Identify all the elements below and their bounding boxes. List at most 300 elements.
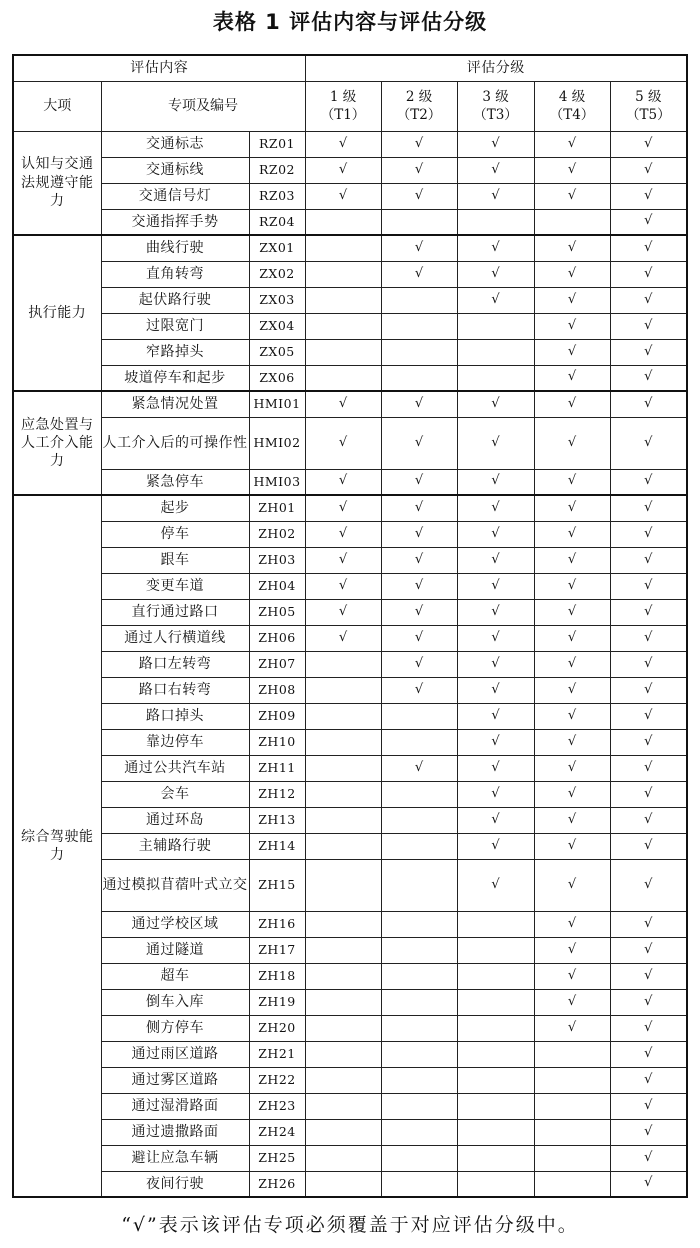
table-row xyxy=(13,495,687,521)
check-mark-icon: √ xyxy=(644,876,653,892)
level-1-check-cell xyxy=(305,651,381,677)
level-header-4 xyxy=(534,81,610,131)
level-5-check-cell xyxy=(610,625,687,651)
code-cell: ZH26 xyxy=(249,1171,305,1197)
level-3-check-cell xyxy=(457,547,534,573)
level-5-check-cell xyxy=(610,157,687,183)
check-mark-icon: √ xyxy=(567,941,577,957)
category-header: 大项 xyxy=(13,81,101,131)
level-4-check-cell xyxy=(534,209,610,235)
level-code: （T3） xyxy=(473,107,518,123)
item-cell: 交通指挥手势 xyxy=(101,209,249,235)
table-row xyxy=(13,859,687,911)
level-4-check-cell xyxy=(534,339,610,365)
level-5-check-cell xyxy=(610,729,687,755)
level-1-check-cell xyxy=(305,859,381,911)
table-body xyxy=(13,55,687,1197)
level-1-check-cell xyxy=(305,131,381,157)
level-1-check-cell xyxy=(305,755,381,781)
check-mark-icon: √ xyxy=(414,603,424,619)
level-3-check-cell xyxy=(457,937,534,963)
level-4-check-cell xyxy=(534,365,610,391)
level-4-check-cell xyxy=(534,963,610,989)
level-4-check-cell xyxy=(534,573,610,599)
item-cell: 过限宽门 xyxy=(101,313,249,339)
level-3-check-cell xyxy=(457,209,534,235)
item-cell: 夜间行驶 xyxy=(101,1171,249,1197)
check-mark-icon: √ xyxy=(491,161,500,177)
check-mark-icon: √ xyxy=(644,1149,653,1165)
level-3-check-cell xyxy=(457,807,534,833)
check-mark-icon: √ xyxy=(338,603,348,619)
level-4-check-cell xyxy=(534,677,610,703)
table-row xyxy=(13,521,687,547)
check-mark-icon: √ xyxy=(567,785,577,801)
table-row xyxy=(13,209,687,235)
level-1-check-cell xyxy=(305,469,381,495)
level-1-check-cell xyxy=(305,417,381,469)
level-1-check-cell xyxy=(305,391,381,417)
check-mark-icon: √ xyxy=(567,733,577,749)
item-cell: 紧急停车 xyxy=(101,469,249,495)
table-row xyxy=(13,469,687,495)
level-2-check-cell xyxy=(381,417,457,469)
check-mark-icon: √ xyxy=(567,655,577,671)
check-mark-icon: √ xyxy=(644,239,653,255)
table-row xyxy=(13,1041,687,1067)
check-mark-icon: √ xyxy=(491,681,500,697)
level-1-check-cell xyxy=(305,833,381,859)
check-mark-icon: √ xyxy=(567,434,577,450)
check-mark-icon: √ xyxy=(338,395,348,411)
level-3-check-cell xyxy=(457,157,534,183)
table-row xyxy=(13,183,687,209)
check-mark-icon: √ xyxy=(644,811,653,827)
code-cell: ZX03 xyxy=(249,287,305,313)
level-1-check-cell xyxy=(305,313,381,339)
level-1-check-cell xyxy=(305,365,381,391)
code-cell: ZH13 xyxy=(249,807,305,833)
check-mark-icon: √ xyxy=(491,187,500,203)
check-mark-icon: √ xyxy=(567,291,577,307)
check-mark-icon: √ xyxy=(338,525,348,541)
item-cell: 倒车入库 xyxy=(101,989,249,1015)
check-mark-icon: √ xyxy=(644,1071,653,1087)
check-mark-icon: √ xyxy=(567,135,577,151)
level-5-check-cell xyxy=(610,573,687,599)
check-mark-icon: √ xyxy=(567,525,577,541)
check-mark-icon: √ xyxy=(644,187,653,203)
level-2-check-cell xyxy=(381,1145,457,1171)
item-cell: 人工介入后的可操作性 xyxy=(101,417,249,469)
check-mark-icon: √ xyxy=(491,395,500,411)
level-4-check-cell xyxy=(534,937,610,963)
check-mark-icon: √ xyxy=(644,603,653,619)
level-1-check-cell xyxy=(305,625,381,651)
table-row xyxy=(13,1119,687,1145)
check-mark-icon: √ xyxy=(644,369,653,385)
code-cell: ZH06 xyxy=(249,625,305,651)
check-mark-icon: √ xyxy=(491,707,500,723)
check-mark-icon: √ xyxy=(338,577,348,593)
item-cell: 通过湿滑路面 xyxy=(101,1093,249,1119)
level-4-check-cell xyxy=(534,469,610,495)
level-5-check-cell xyxy=(610,131,687,157)
check-mark-icon: √ xyxy=(644,1045,653,1061)
level-2-check-cell xyxy=(381,911,457,937)
level-3-check-cell xyxy=(457,339,534,365)
level-header-5 xyxy=(610,81,687,131)
level-4-check-cell xyxy=(534,755,610,781)
table-row xyxy=(13,391,687,417)
check-mark-icon: √ xyxy=(644,473,653,489)
check-mark-icon: √ xyxy=(644,759,653,775)
level-2-check-cell xyxy=(381,937,457,963)
item-cell: 通过模拟苜蓿叶式立交 xyxy=(101,859,249,911)
table-row xyxy=(13,911,687,937)
level-5-check-cell xyxy=(610,989,687,1015)
level-2-check-cell xyxy=(381,157,457,183)
level-2-check-cell xyxy=(381,547,457,573)
check-mark-icon: √ xyxy=(491,759,500,775)
check-mark-icon: √ xyxy=(338,499,348,515)
table-row xyxy=(13,937,687,963)
code-cell: ZH08 xyxy=(249,677,305,703)
level-5-check-cell xyxy=(610,183,687,209)
check-mark-icon: √ xyxy=(644,1019,653,1035)
level-5-check-cell xyxy=(610,261,687,287)
code-cell: HMI01 xyxy=(249,391,305,417)
level-1-check-cell xyxy=(305,1145,381,1171)
code-cell: ZH23 xyxy=(249,1093,305,1119)
item-cell: 坡道停车和起步 xyxy=(101,365,249,391)
level-4-check-cell xyxy=(534,859,610,911)
table-row xyxy=(13,625,687,651)
check-mark-icon: √ xyxy=(567,161,577,177)
level-2-check-cell xyxy=(381,469,457,495)
level-3-check-cell xyxy=(457,963,534,989)
level-header-3 xyxy=(457,81,534,131)
item-cell: 跟车 xyxy=(101,547,249,573)
table-row xyxy=(13,755,687,781)
check-mark-icon: √ xyxy=(414,655,424,671)
check-mark-icon: √ xyxy=(644,1097,653,1113)
table-row xyxy=(13,651,687,677)
item-cell: 路口右转弯 xyxy=(101,677,249,703)
category-cell: 执行能力 xyxy=(13,235,101,391)
item-cell: 路口左转弯 xyxy=(101,651,249,677)
check-mark-icon: √ xyxy=(491,837,500,853)
check-mark-icon: √ xyxy=(567,681,577,697)
table-row xyxy=(13,131,687,157)
check-mark-icon: √ xyxy=(491,499,500,515)
check-mark-icon: √ xyxy=(567,811,577,827)
level-4-check-cell xyxy=(534,807,610,833)
level-2-check-cell xyxy=(381,131,457,157)
check-mark-icon: √ xyxy=(644,837,653,853)
level-1-check-cell xyxy=(305,287,381,313)
level-name: 3 级 xyxy=(482,88,509,105)
level-5-check-cell xyxy=(610,677,687,703)
check-mark-icon: √ xyxy=(644,915,653,931)
level-4-check-cell xyxy=(534,131,610,157)
level-1-check-cell xyxy=(305,729,381,755)
level-5-check-cell xyxy=(610,1145,687,1171)
level-3-check-cell xyxy=(457,573,534,599)
level-3-check-cell xyxy=(457,495,534,521)
item-cell: 交通标志 xyxy=(101,131,249,157)
level-5-check-cell xyxy=(610,651,687,677)
level-3-check-cell xyxy=(457,1015,534,1041)
level-3-check-cell xyxy=(457,599,534,625)
code-cell: ZH15 xyxy=(249,859,305,911)
level-4-check-cell xyxy=(534,781,610,807)
level-5-check-cell xyxy=(610,1015,687,1041)
level-1-check-cell xyxy=(305,157,381,183)
code-cell: ZH21 xyxy=(249,1041,305,1067)
level-1-check-cell xyxy=(305,1093,381,1119)
level-5-check-cell xyxy=(610,1093,687,1119)
item-cell: 直行通过路口 xyxy=(101,599,249,625)
level-4-check-cell xyxy=(534,261,610,287)
code-cell: ZH04 xyxy=(249,573,305,599)
check-mark-icon: √ xyxy=(338,161,348,177)
level-2-check-cell xyxy=(381,1093,457,1119)
level-5-check-cell xyxy=(610,521,687,547)
item-cell: 路口掉头 xyxy=(101,703,249,729)
level-1-check-cell xyxy=(305,1015,381,1041)
level-4-check-cell xyxy=(534,183,610,209)
level-5-check-cell xyxy=(610,781,687,807)
table-row xyxy=(13,1145,687,1171)
level-2-check-cell xyxy=(381,287,457,313)
check-mark-icon: √ xyxy=(644,681,653,697)
level-5-check-cell xyxy=(610,1041,687,1067)
item-cell: 通过公共汽车站 xyxy=(101,755,249,781)
item-cell: 起伏路行驶 xyxy=(101,287,249,313)
check-mark-icon: √ xyxy=(414,499,424,515)
check-mark-icon: √ xyxy=(567,915,577,931)
code-cell: ZH10 xyxy=(249,729,305,755)
level-2-check-cell xyxy=(381,521,457,547)
check-mark-icon: √ xyxy=(644,655,653,671)
level-1-check-cell xyxy=(305,911,381,937)
level-2-check-cell xyxy=(381,833,457,859)
check-mark-icon: √ xyxy=(414,187,424,203)
table-row xyxy=(13,287,687,313)
level-5-check-cell xyxy=(610,313,687,339)
level-5-check-cell xyxy=(610,209,687,235)
item-cell: 窄路掉头 xyxy=(101,339,249,365)
level-3-check-cell xyxy=(457,651,534,677)
item-cell: 直角转弯 xyxy=(101,261,249,287)
level-4-check-cell xyxy=(534,1145,610,1171)
level-1-check-cell xyxy=(305,339,381,365)
level-2-check-cell xyxy=(381,1119,457,1145)
table-row xyxy=(13,677,687,703)
check-mark-icon: √ xyxy=(338,551,348,567)
level-3-check-cell xyxy=(457,781,534,807)
level-4-check-cell xyxy=(534,599,610,625)
level-3-check-cell xyxy=(457,1067,534,1093)
level-3-check-cell xyxy=(457,703,534,729)
check-mark-icon: √ xyxy=(491,785,500,801)
item-cell: 通过雾区道路 xyxy=(101,1067,249,1093)
item-cell: 变更车道 xyxy=(101,573,249,599)
check-mark-icon: √ xyxy=(491,551,500,567)
code-cell: HMI03 xyxy=(249,469,305,495)
level-4-check-cell xyxy=(534,703,610,729)
check-mark-icon: √ xyxy=(644,434,653,450)
table-row xyxy=(13,599,687,625)
level-5-check-cell xyxy=(610,391,687,417)
item-cell: 通过人行横道线 xyxy=(101,625,249,651)
level-4-check-cell xyxy=(534,729,610,755)
level-4-check-cell xyxy=(534,417,610,469)
level-4-check-cell xyxy=(534,1093,610,1119)
code-cell: ZH18 xyxy=(249,963,305,989)
check-mark-icon: √ xyxy=(644,577,653,593)
level-5-check-cell xyxy=(610,703,687,729)
level-4-check-cell xyxy=(534,391,610,417)
level-1-check-cell xyxy=(305,599,381,625)
item-cell: 起步 xyxy=(101,495,249,521)
code-cell: RZ01 xyxy=(249,131,305,157)
level-5-check-cell xyxy=(610,937,687,963)
code-cell: ZH22 xyxy=(249,1067,305,1093)
level-4-check-cell xyxy=(534,1041,610,1067)
check-mark-icon: √ xyxy=(414,577,424,593)
level-3-check-cell xyxy=(457,235,534,261)
check-mark-icon: √ xyxy=(567,993,577,1009)
check-mark-icon: √ xyxy=(567,876,577,892)
level-1-check-cell xyxy=(305,547,381,573)
level-4-check-cell xyxy=(534,833,610,859)
item-cell: 通过遗撒路面 xyxy=(101,1119,249,1145)
level-5-check-cell xyxy=(610,235,687,261)
category-cell: 综合驾驶能力 xyxy=(13,495,101,1197)
level-2-check-cell xyxy=(381,677,457,703)
code-cell: ZH24 xyxy=(249,1119,305,1145)
table-row xyxy=(13,547,687,573)
code-cell: ZX05 xyxy=(249,339,305,365)
level-4-check-cell xyxy=(534,989,610,1015)
level-4-check-cell xyxy=(534,157,610,183)
check-mark-icon: √ xyxy=(414,629,424,645)
table-row xyxy=(13,833,687,859)
level-5-check-cell xyxy=(610,755,687,781)
level-3-check-cell xyxy=(457,521,534,547)
item-cell: 紧急情况处置 xyxy=(101,391,249,417)
level-5-check-cell xyxy=(610,859,687,911)
item-cell: 停车 xyxy=(101,521,249,547)
check-mark-icon: √ xyxy=(644,1175,653,1191)
level-3-check-cell xyxy=(457,469,534,495)
check-mark-icon: √ xyxy=(567,1019,577,1035)
table-row xyxy=(13,1093,687,1119)
level-5-check-cell xyxy=(610,287,687,313)
code-cell: RZ02 xyxy=(249,157,305,183)
table-row xyxy=(13,703,687,729)
level-3-check-cell xyxy=(457,313,534,339)
check-mark-icon: √ xyxy=(414,681,424,697)
level-2-check-cell xyxy=(381,1171,457,1197)
level-2-check-cell xyxy=(381,599,457,625)
level-3-check-cell xyxy=(457,1145,534,1171)
level-2-check-cell xyxy=(381,339,457,365)
level-3-check-cell xyxy=(457,183,534,209)
level-2-check-cell xyxy=(381,495,457,521)
check-mark-icon: √ xyxy=(644,213,653,229)
level-1-check-cell xyxy=(305,1041,381,1067)
item-cell: 交通信号灯 xyxy=(101,183,249,209)
level-header-2 xyxy=(381,81,457,131)
level-2-check-cell xyxy=(381,729,457,755)
level-2-check-cell xyxy=(381,573,457,599)
item-cell: 主辅路行驶 xyxy=(101,833,249,859)
table-row xyxy=(13,1171,687,1197)
code-cell: ZH20 xyxy=(249,1015,305,1041)
level-2-check-cell xyxy=(381,963,457,989)
check-mark-icon: √ xyxy=(491,629,500,645)
level-3-check-cell xyxy=(457,1119,534,1145)
level-4-check-cell xyxy=(534,495,610,521)
code-cell: ZH09 xyxy=(249,703,305,729)
check-mark-icon: √ xyxy=(491,265,500,281)
check-mark-icon: √ xyxy=(567,343,577,359)
level-name: 1 级 xyxy=(329,88,357,105)
code-cell: ZH11 xyxy=(249,755,305,781)
table-title: 表格 1 评估内容与评估分级 xyxy=(212,10,488,34)
level-3-check-cell xyxy=(457,131,534,157)
level-1-check-cell xyxy=(305,937,381,963)
item-cell: 通过雨区道路 xyxy=(101,1041,249,1067)
level-5-check-cell xyxy=(610,1171,687,1197)
level-2-check-cell xyxy=(381,1041,457,1067)
code-cell: ZX02 xyxy=(249,261,305,287)
check-mark-icon: √ xyxy=(414,551,424,567)
table-row xyxy=(13,573,687,599)
check-mark-icon: √ xyxy=(644,265,653,281)
table-row xyxy=(13,417,687,469)
check-mark-icon: √ xyxy=(414,473,424,489)
level-4-check-cell xyxy=(534,521,610,547)
item-cell: 避让应急车辆 xyxy=(101,1145,249,1171)
table-row xyxy=(13,989,687,1015)
check-mark-icon: √ xyxy=(491,239,500,255)
code-cell: ZH03 xyxy=(249,547,305,573)
level-3-check-cell xyxy=(457,365,534,391)
level-5-check-cell xyxy=(610,417,687,469)
category-cell: 应急处置与人工介入能力 xyxy=(13,391,101,495)
item-cell: 靠边停车 xyxy=(101,729,249,755)
level-5-check-cell xyxy=(610,495,687,521)
check-mark-icon: √ xyxy=(491,603,500,619)
table-row xyxy=(13,261,687,287)
level-2-check-cell xyxy=(381,261,457,287)
content-header: 评估内容 xyxy=(13,55,305,81)
check-mark-icon: √ xyxy=(414,395,424,411)
check-mark-icon: √ xyxy=(338,473,348,489)
check-mark-icon: √ xyxy=(644,499,653,515)
level-name: 2 级 xyxy=(405,88,433,105)
level-3-check-cell xyxy=(457,677,534,703)
check-mark-icon: √ xyxy=(491,525,500,541)
item-cell: 侧方停车 xyxy=(101,1015,249,1041)
level-3-check-cell xyxy=(457,989,534,1015)
level-1-check-cell xyxy=(305,235,381,261)
item-cell: 通过环岛 xyxy=(101,807,249,833)
